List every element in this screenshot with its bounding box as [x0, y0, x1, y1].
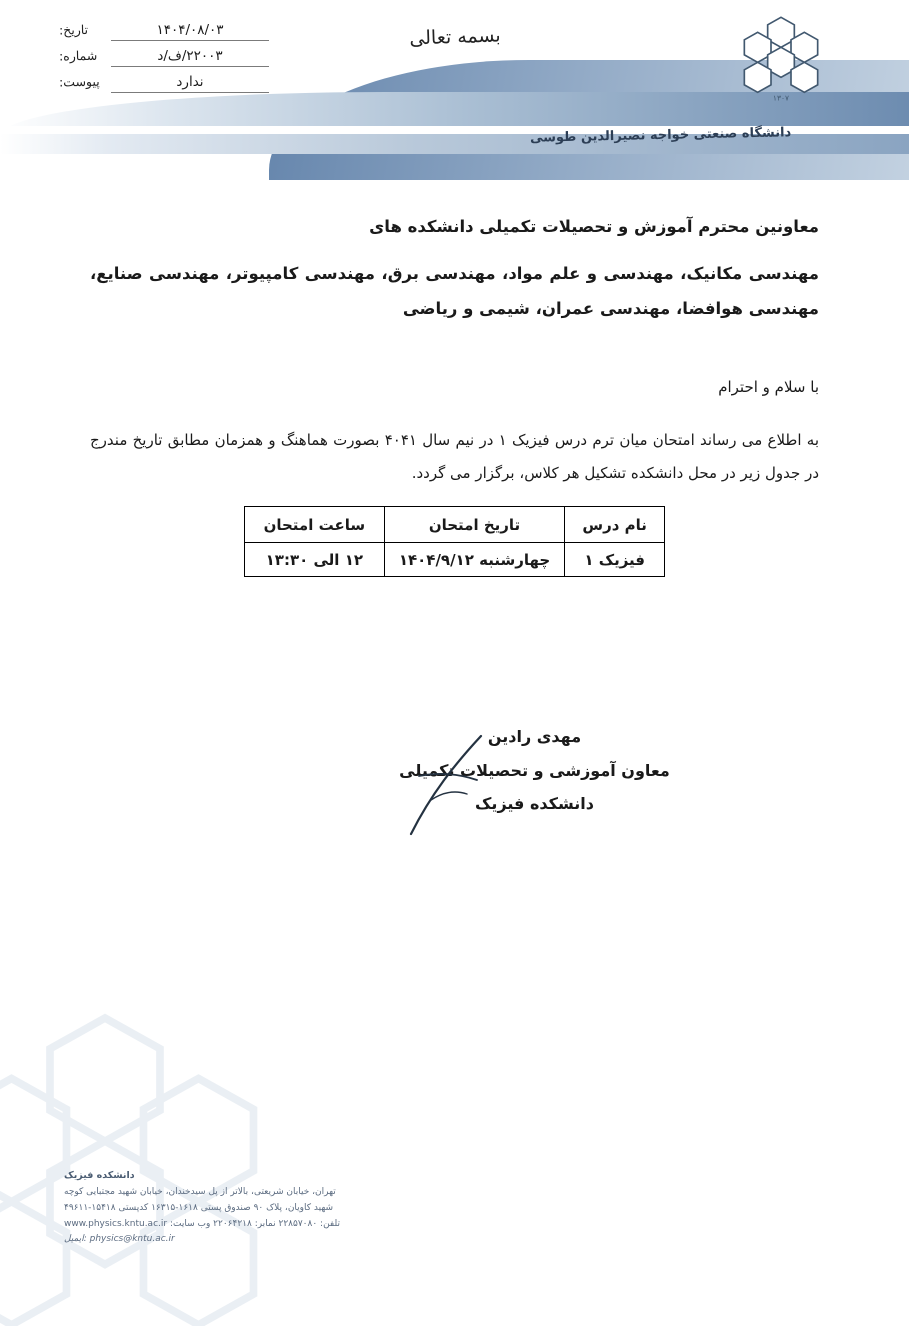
exam-table-wrapper: [90, 506, 819, 577]
letter-date-value: ۱۴۰۴/۰۸/۰۳: [111, 22, 269, 41]
addressee-line: معاونین محترم آموزش و تحصیلات تکمیلی دانشکده های: [369, 217, 819, 236]
td-course-name: فیزیک ۱: [565, 543, 665, 577]
letter-paragraph: به اطلاع می رساند امتحان میان ترم درس فیزیک ۱ در نیم سال ۴۰۴۱ بصورت هماهنگ و همزمان مطابق تاریخ مندرج در جدول زیر در محل دانشکده تشکیل هر کلاس، برگزار می گردد.: [90, 431, 819, 483]
besmeh-taala: بسمه تعالی: [408, 24, 501, 50]
footer-faculty-name: دانشکده فیزیک: [64, 1170, 135, 1182]
letter-number-value: ۲۲۰۰۳/ف/د: [111, 48, 269, 67]
footer-address-line-3: تلفن: ۲۲۸۵۷۰۸۰ نمابر: ۲۲۰۶۴۲۱۸ وب سایت: www.physics.kntu.ac.ir: [64, 1218, 340, 1229]
university-logo-icon: [739, 14, 823, 104]
letter-date-label: تاریخ:: [58, 21, 89, 38]
footer-address-line-2: شهید کاویان، پلاک ۹۰ صندوق پستی ۱۶۱۸-۱۶۳۱۵ کدپستی ۱۵۴۱۸-۴۹۶۱۱: [64, 1202, 334, 1213]
signatory-name: مهدی رادین: [487, 727, 582, 746]
signatory-unit: دانشکده فیزیک: [475, 794, 594, 814]
university-name: دانشگاه صنعتی خواجه نصیرالدین طوسی: [529, 125, 792, 146]
letter-number-label: شماره:: [58, 47, 98, 64]
table-row: [244, 543, 664, 577]
logo-year-text: ۱۳۰۷: [772, 93, 790, 103]
td-exam-time: ۱۲ الی ۱۳:۳۰: [244, 543, 384, 577]
th-exam-date: تاریخ امتحان: [384, 507, 564, 543]
letter-attachment-value: ندارد: [111, 74, 269, 93]
meta-row-attachment: [59, 74, 269, 100]
td-exam-date: چهارشنبه ۱۴۰۴/۹/۱۲: [384, 543, 564, 577]
footer-address-line-1: تهران، خیابان شریعتی، بالاتر از پل سیدخندان، خیابان شهید مجتبایی کوچه: [64, 1187, 336, 1197]
department-list: مهندسی مکانیک، مهندسی و علم مواد، مهندسی برق، مهندسی کامپیوتر، مهندسی صنایع، مهندسی هوافضا، مهندسی عمران، شیمی و ریاضی: [90, 264, 819, 318]
signature-block: [0, 720, 909, 821]
meta-row-number: [59, 48, 269, 74]
footer-contact-block: [0, 1168, 909, 1248]
letter-attachment-label: پیوست:: [58, 73, 100, 90]
exam-schedule-table: [244, 506, 665, 577]
letterhead: [0, 0, 909, 165]
greeting-line: با سلام و احترام: [718, 378, 819, 397]
meta-row-date: [59, 22, 269, 48]
letter-meta-block: [59, 22, 269, 100]
table-header-row: [244, 507, 664, 543]
signatory-title: معاون آموزشی و تحصیلات تکمیلی: [399, 760, 670, 780]
background-watermark-logo-icon: [0, 996, 270, 1326]
letter-body: [0, 210, 909, 577]
th-course-name: نام درس: [565, 507, 665, 543]
th-exam-time: ساعت امتحان: [244, 507, 384, 543]
footer-email: physics@kntu.ac.ir :ایمیل: [64, 1234, 175, 1245]
